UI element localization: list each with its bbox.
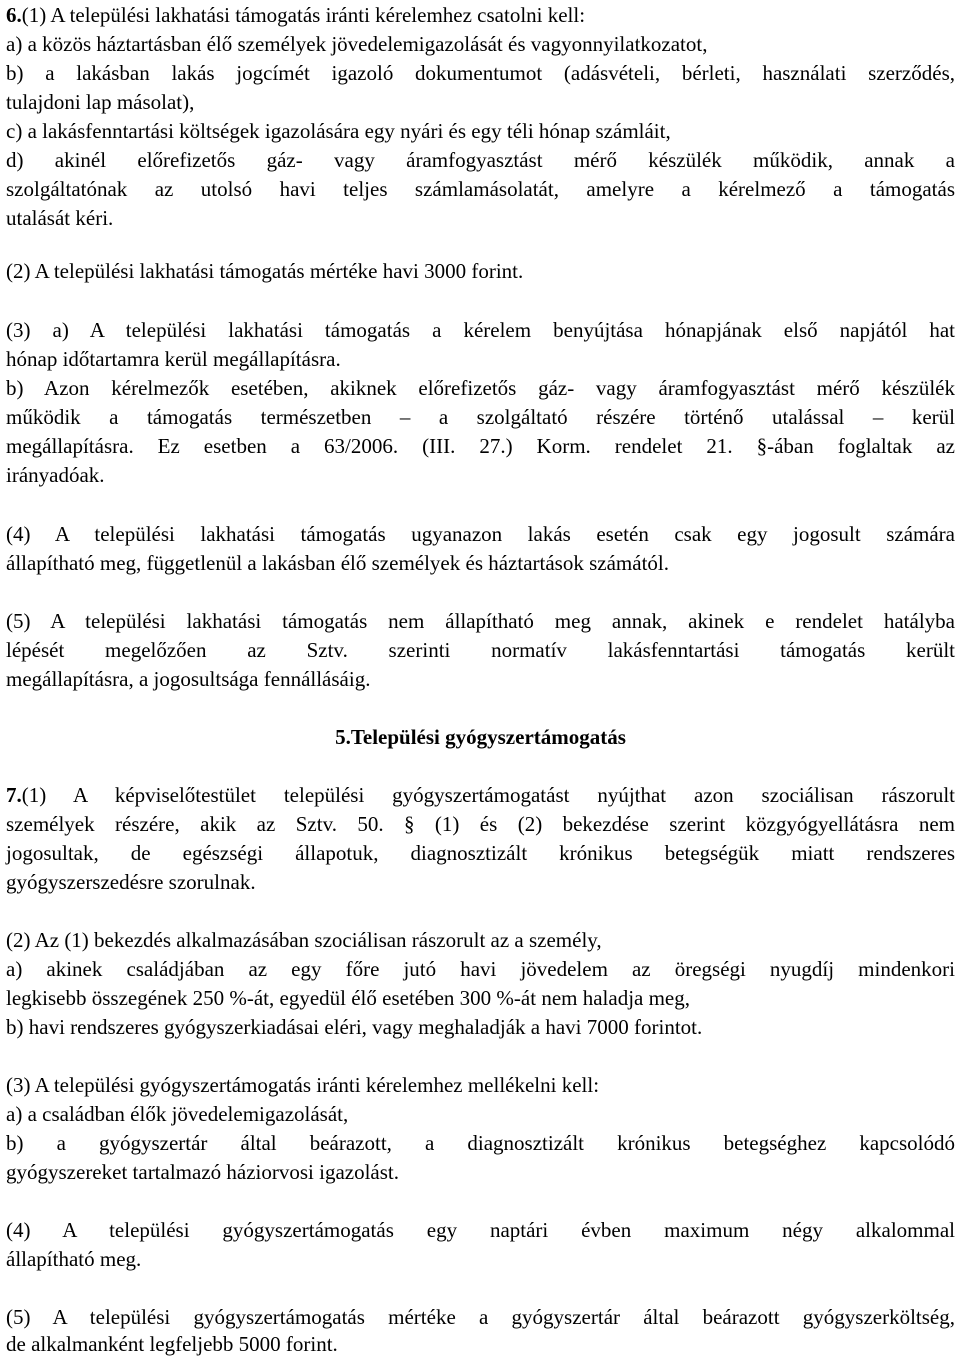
section-6-line-7: szolgáltatónak az utolsó havi teljes számlamásolatát, amelyre a kérelmező a támogatás <box>6 177 955 201</box>
section-6-line-4: tulajdoni lap másolat), <box>6 90 195 114</box>
section-7-p1-line-3: jogosultak, de egészségi állapotuk, diagnosztizált krónikus betegségük miatt rendszeres <box>6 841 955 865</box>
section-6-paragraph-2: (2) A települési lakhatási támogatás mértéke havi 3000 forint. <box>6 259 524 283</box>
section-7-p3-line-1: (3) A települési gyógyszertámogatás iránti kérelemhez mellékelni kell: <box>6 1073 600 1097</box>
section-7-p5-line-2: de alkalmanként legfeljebb 5000 forint. <box>6 1332 338 1356</box>
section-6-p5-line-2: lépését megelőzően az Sztv. szerinti normatív lakásfenntartási támogatás került <box>6 638 955 662</box>
section-7-p2-line-1: (2) Az (1) bekezdés alkalmazásában szociálisan rászorult az a személy, <box>6 928 602 952</box>
section-7-p2-line-3: legkisebb összegének 250 %-át, egyedül élő esetében 300 %-át nem haladja meg, <box>6 986 691 1010</box>
section-6-line-6: d) akinél előrefizetős gáz- vagy áramfogyasztást mérő készülék működik, annak a <box>6 148 955 172</box>
section-7-p1-line-2: személyek részére, akik az Sztv. 50. § (1) és (2) bekezdése szerint közgyógyellátásra nem <box>6 812 955 836</box>
section-6-p3-line-5: megállapításra. Ez esetben a 63/2006. (III. 27.) Korm. rendelet 21. §-ában foglaltak az <box>6 434 955 458</box>
section-6-p5-line-1: (5) A települési lakhatási támogatás nem állapítható meg annak, akinek e rendelet hatályba <box>6 609 955 633</box>
section-heading: 5.Települési gyógyszertámogatás <box>335 725 626 749</box>
section-7-p5-line-1: (5) A települési gyógyszertámogatás mértéke a gyógyszertár által beárazott gyógyszerköltség, <box>6 1305 955 1329</box>
section-7-p2-line-4: b) havi rendszeres gyógyszerkiadásai eléri, vagy meghaladják a havi 7000 forintot. <box>6 1015 703 1039</box>
section-7-number: 7. <box>6 783 22 807</box>
section-6-p4-line-1: (4) A települési lakhatási támogatás ugyanazon lakás esetén csak egy jogosult számára <box>6 522 955 546</box>
section-6-line-2: a) a közös háztartásban élő személyek jövedelemigazolását és vagyonnyilatkozatot, <box>6 32 708 56</box>
section-6-p4-line-2: állapítható meg, függetlenül a lakásban élő személyek és háztartások számától. <box>6 551 669 575</box>
section-7-p2-line-2: a) akinek családjában az egy főre jutó havi jövedelem az öregségi nyugdíj mindenkori <box>6 957 955 981</box>
section-6-line-1 <box>6 1 585 30</box>
section-7-p4-line-1: (4) A települési gyógyszertámogatás egy naptári évben maximum négy alkalommal <box>6 1218 955 1242</box>
section-6-p3-line-1: (3) a) A települési lakhatási támogatás a kérelem benyújtása hónapjának első napjától hat <box>6 318 955 342</box>
section-7-text: (1) A képviselőtestület települési gyógyszertámogatást nyújthat azon szociálisan rászorult <box>21 783 955 807</box>
section-6-line-8: utalását kéri. <box>6 206 114 230</box>
section-7-p1-line-4: gyógyszerszedésre szorulnak. <box>6 870 256 894</box>
section-7-p3-line-3: b) a gyógyszertár által beárazott, a diagnosztizált krónikus betegséghez kapcsolódó <box>6 1131 955 1155</box>
section-6-p3-line-2: hónap időtartamra kerül megállapításra. <box>6 347 341 371</box>
section-6-number: 6. <box>6 3 22 27</box>
section-6-line-5: c) a lakásfenntartási költségek igazolására egy nyári és egy téli hónap számláit, <box>6 119 671 143</box>
section-7-p1-line-1 <box>6 781 955 810</box>
section-6-p5-line-3: megállapításra, a jogosultsága fennállásáig. <box>6 667 371 691</box>
section-7-p4-line-2: állapítható meg. <box>6 1247 142 1271</box>
section-6-line-3: b) a lakásban lakás jogcímét igazoló dokumentumot (adásvételi, bérleti, használati szerződés, <box>6 61 955 85</box>
section-7-p3-line-2: a) a családban élők jövedelemigazolását, <box>6 1102 349 1126</box>
section-7-p3-line-4: gyógyszereket tartalmazó háziorvosi igazolást. <box>6 1160 400 1184</box>
section-6-p3-line-6: irányadóak. <box>6 463 105 487</box>
section-6-text: (1) A települési lakhatási támogatás iránti kérelemhez csatolni kell: <box>21 3 586 27</box>
section-6-p3-line-4: működik a támogatás természetben – a szolgáltató részére történő utalással – kerül <box>6 405 955 429</box>
section-6-p3-line-3: b) Azon kérelmezők esetében, akiknek előrefizetős gáz- vagy áramfogyasztást mérő készülék <box>6 376 955 400</box>
